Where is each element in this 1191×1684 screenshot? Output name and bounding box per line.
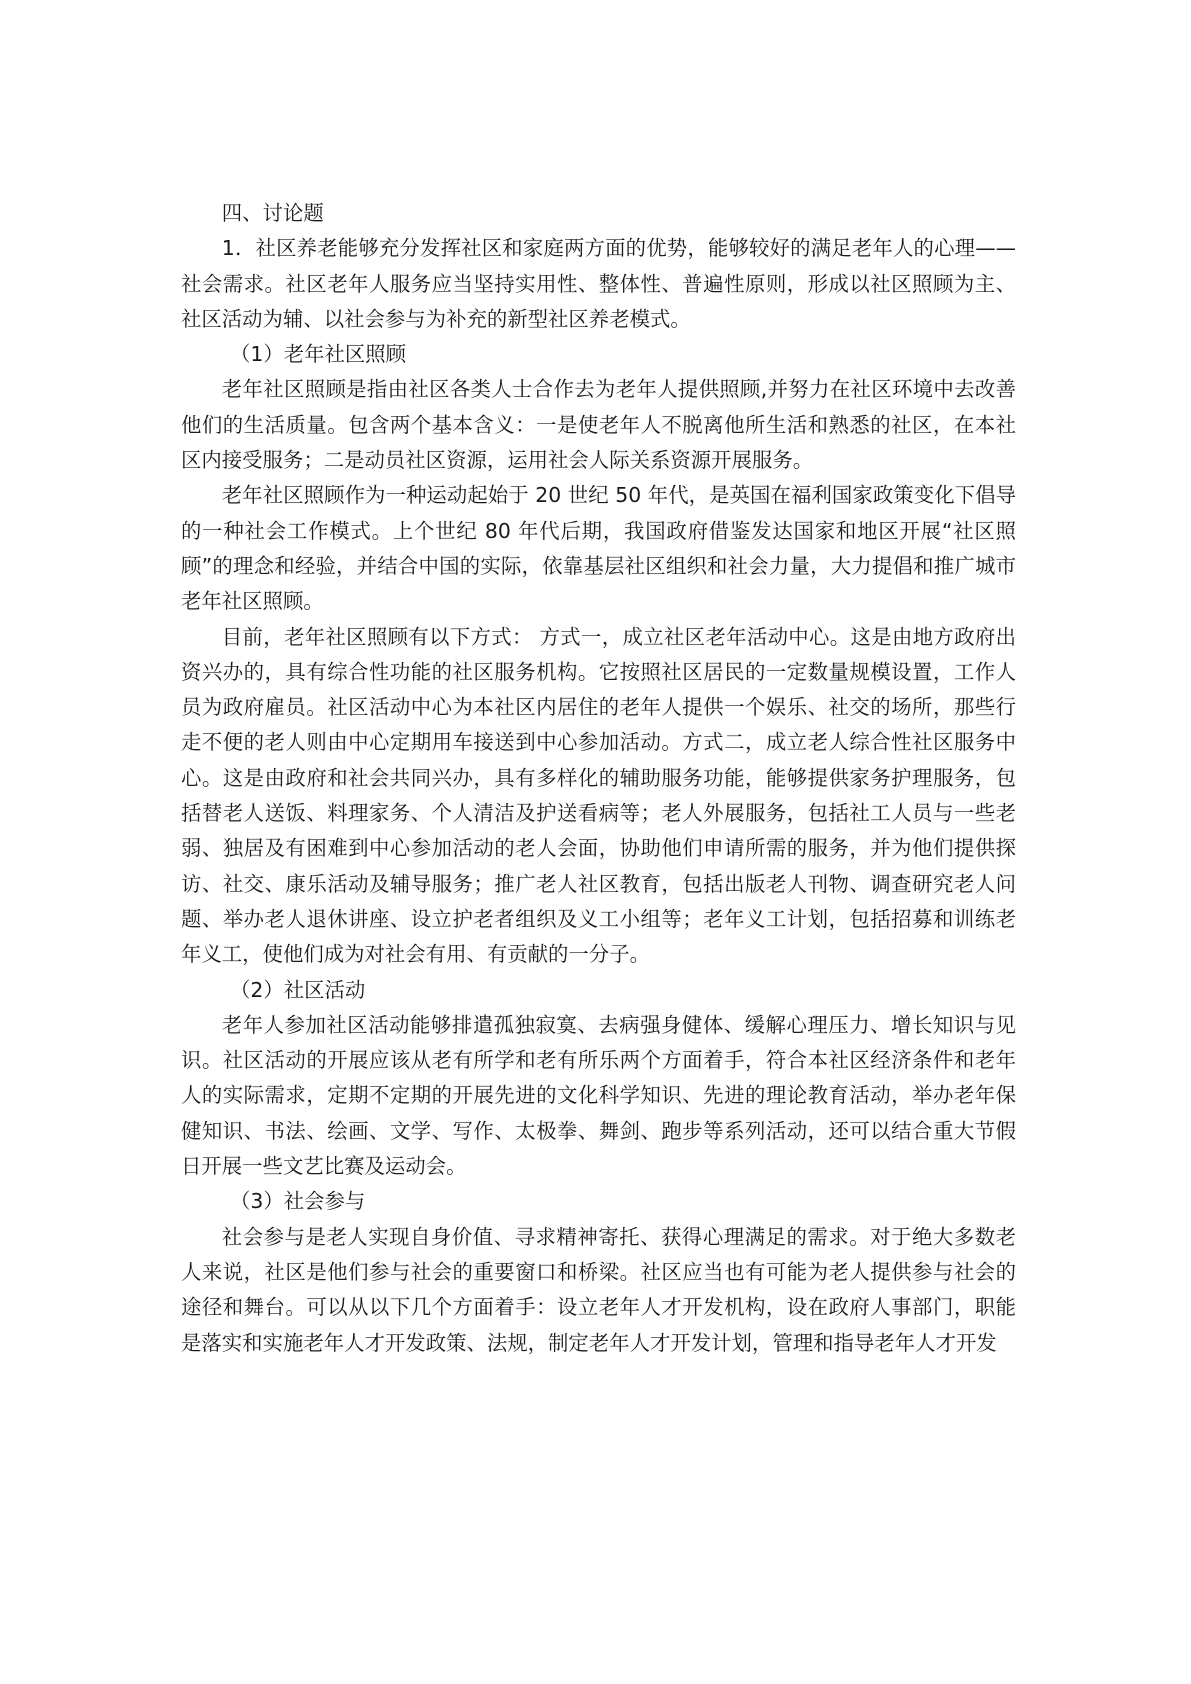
paragraph-community-care-history: 老年社区照顾作为一种运动起始于 20 世纪 50 年代，是英国在福利国家政策变化下倡导的一种社会工作模式。上个世纪 80 年代后期，我国政府借鉴发达国家和地区开展“社区照顾”的理念和经验，并结合中国的实际，依靠基层社区组织和社会力量，大力提倡和推广城市老年社区照顾。 [181, 483, 1016, 614]
paragraph-social-participation: 社会参与是老人实现自身价值、寻求精神寄托、获得心理满足的需求。对于绝大多数老人来说，社区是他们参与社会的重要窗口和桥梁。社区应当也有可能为老人提供参与社会的途径和舞台。可以从以下几个方面着手：设立老年人才开发机构，设在政府人事部门，职能是落实和实施老年人才开发政策、法规，制定老年人才开发计划，管理和指导老年人才开发 [181, 1224, 1016, 1355]
section-heading: 四、讨论题 [221, 201, 324, 225]
paragraph-community-care-methods: 目前，老年社区照顾有以下方式： 方式一，成立社区老年活动中心。这是由地方政府出资兴办的，具有综合性功能的社区服务机构。它按照社区居民的一定数量规模设置，工作人员为政府雇员。社区活动中心为本社区内居住的老年人提供一个娱乐、社交的场所，那些行走不便的老人则由中心定期用车接送到中心参加活动。方式二，成立老人综合性社区服务中心。这是由政府和社会共同兴办，具有多样化的辅助服务功能，能够提供家务护理服务，包括替老人送饭、料理家务、个人清洁及护送看病等；老人外展服务，包括社工人员与一些老弱、独居及有困难到中心参加活动的老人会面，协助他们申请所需的服务，并为他们提供探访、社交、康乐活动及辅导服务；推广老人社区教育，包括出版老人刊物、调查研究老人问题、举办老人退休讲座、设立护老者组织及义工小组等；老年义工计划，包括招募和训练老年义工，使他们成为对社会有用、有贡献的一分子。 [181, 624, 1016, 967]
subsection-title-community-activities: （2）社区活动 [229, 977, 366, 1002]
paragraph-community-care-definition: 老年社区照顾是指由社区各类人士合作去为老年人提供照顾,并努力在社区环境中去改善他们的生活质量。包含两个基本含义：一是使老年人不脱离他所生活和熟悉的社区，在本社区内接受服务；二是动员社区资源，运用社会人际关系资源开展服务。 [181, 377, 1016, 473]
paragraph-community-activities: 老年人参加社区活动能够排遣孤独寂寞、去病强身健体、缓解心理压力、增长知识与见识。社区活动的开展应该从老有所学和老有所乐两个方面着手，符合本社区经济条件和老年人的实际需求，定期不定期的开展先进的文化科学知识、先进的理论教育活动，举办老年保健知识、书法、绘画、文学、写作、太极拳、舞剑、跑步等系列活动，还可以结合重大节假日开展一些文艺比赛及运动会。 [181, 1012, 1016, 1179]
subsection-title-social-participation: （3）社会参与 [229, 1189, 366, 1214]
document-body [181, 196, 1016, 1361]
intro-paragraph: 1．社区养老能够充分发挥社区和家庭两方面的优势，能够较好的满足老年人的心理——社会需求。社区老年人服务应当坚持实用性、整体性、普遍性原则，形成以社区照顾为主、社区活动为辅、以社会参与为补充的新型社区养老模式。 [181, 236, 1016, 331]
subsection-title-community-care: （1）老年社区照顾 [229, 342, 407, 367]
